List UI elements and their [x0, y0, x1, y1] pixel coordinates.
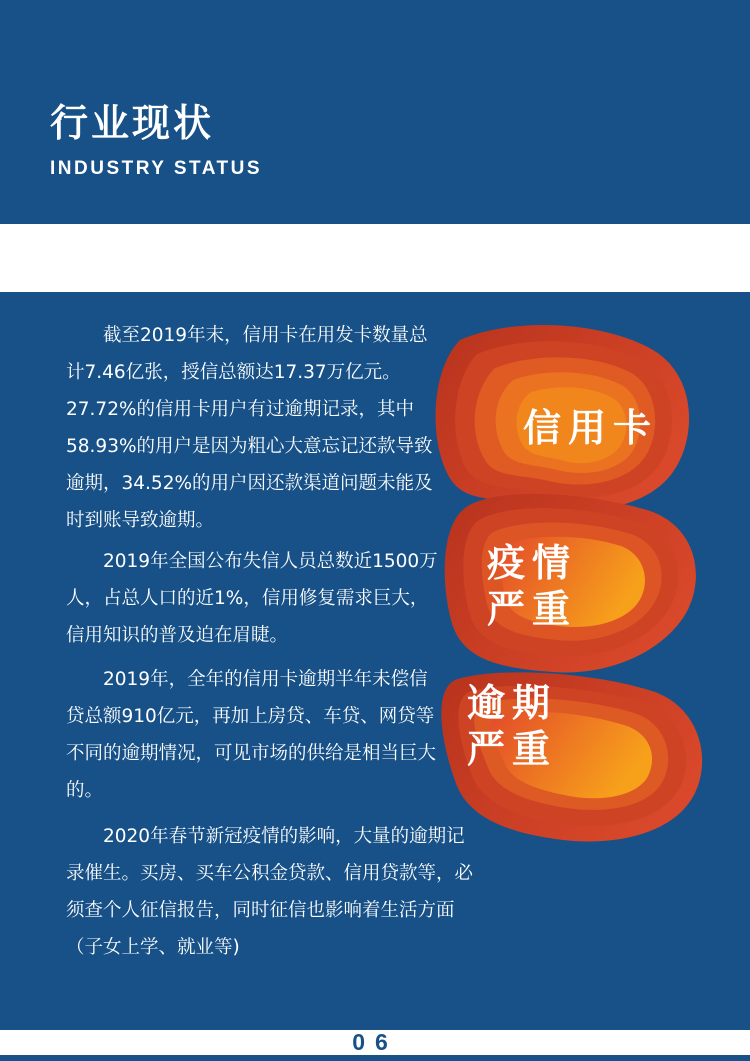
header-banner [0, 0, 750, 224]
label-overdue [467, 680, 557, 772]
label-overdue-line2: 严重 [467, 727, 558, 771]
label-epidemic-line2: 严重 [487, 587, 578, 631]
page-number: 06 [352, 1029, 398, 1055]
paragraph-2: 2019年全国公布失信人员总数近1500万人，占总人口的近1%，信用修复需求巨大，信用知识的普及迫在眉睫。 [66, 551, 438, 646]
content-panel [0, 292, 750, 1020]
label-epidemic [487, 540, 577, 632]
paragraph-3: 2019年，全年的信用卡逾期半年未偿信贷总额910亿元，再加上房贷、车贷、网贷等不同的逾期情况，可见市场的供给是相当巨大的。 [66, 669, 437, 801]
paragraph-1: 截至2019年末，信用卡在用发卡数量总计7.46亿张，授信总额达17.37万亿元。27.72%的信用卡用户有过逾期记录，其中58.93%的用户是因为粗心大意忘记还款导致逾期，34.52%的用户因还款渠道问题未能及时到账导致逾期。 [66, 325, 433, 531]
label-epidemic-line1: 疫情 [487, 541, 578, 585]
label-overdue-line1: 逾期 [467, 681, 558, 725]
page-title: 行业现状 [50, 101, 215, 145]
label-credit-card [523, 405, 658, 451]
footer-line [0, 1055, 750, 1061]
label-credit-card-text: 信用卡 [523, 406, 659, 450]
paragraph-4: 2020年春节新冠疫情的影响，大量的逾期记录催生。买房、买车公积金贷款、信用贷款等，必须查个人征信报告，同时征信也影响着生活方面（子女上学、就业等) [66, 826, 474, 958]
page-subtitle: INDUSTRY STATUS [50, 158, 263, 179]
